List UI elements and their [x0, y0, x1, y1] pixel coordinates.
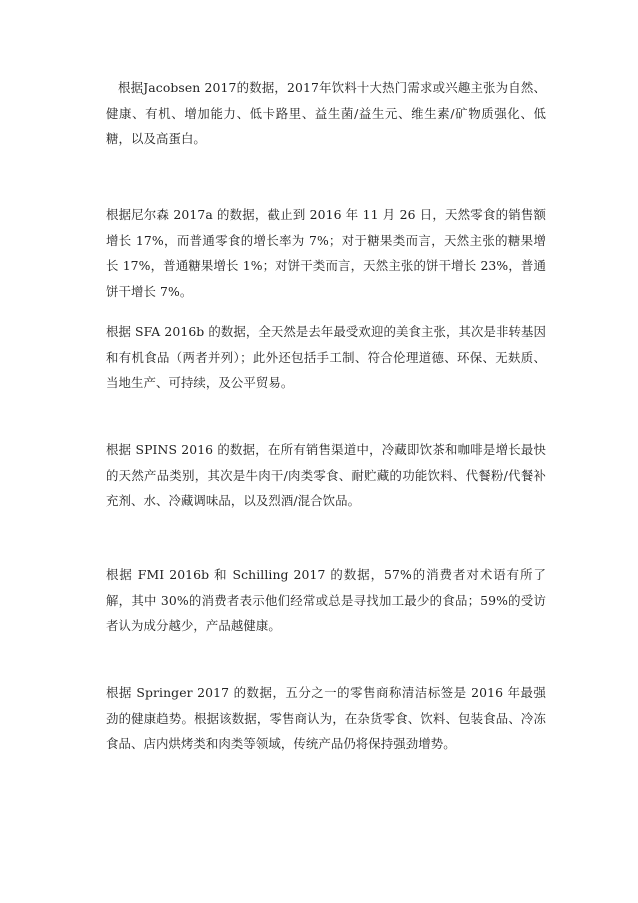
paragraph-spins: 根据 SPINS 2016 的数据，在所有销售渠道中，冷藏即饮茶和咖啡是增长最快的天然产品类别，其次是牛肉干/肉类零食、耐贮藏的功能饮料、代餐粉/代餐补充剂、水、冷藏调味品，以及烈酒/混合饮品。 — [106, 442, 546, 508]
paragraph-springer: 根据 Springer 2017 的数据，五分之一的零售商称清洁标签是 2016 年最强劲的健康趋势。根据该数据，零售商认为，在杂货零食、饮料、包装食品、冷冻食品、店内烘烤类和肉类等领域，传统产品仍将保持强劲增势。 — [106, 685, 546, 751]
paragraph-nielsen: 根据尼尔森 2017a 的数据，截止到 2016 年 11 月 26 日，天然零食的销售额增长 17%，而普通零食的增长率为 7%；对于糖果类而言，天然主张的糖果增长 17%，普通糖果增长 1%；对饼干类而言，天然主张的饼干增长 23%，普通饼干增长 7%。 — [106, 207, 546, 299]
paragraph-fmi: 根据 FMI 2016b 和 Schilling 2017 的数据，57%的消费者对术语有所了解，其中 30%的消费者表示他们经常或总是寻找加工最少的食品；59%的受访者认为成分越少，产品越健康。 — [106, 567, 546, 633]
paragraph-sfa: 根据 SFA 2016b 的数据，全天然是去年最受欢迎的美食主张，其次是非转基因和有机食品（两者并列）；此外还包括手工制、符合伦理道德、环保、无麸质、当地生产、可持续，及公平贸易。 — [106, 324, 546, 390]
paragraph-jacobsen: 根据Jacobsen 2017的数据，2017年饮料十大热门需求或兴趣主张为自然、健康、有机、增加能力、低卡路里、益生菌/益生元、维生素/矿物质强化、低糖，以及高蛋白。 — [106, 80, 546, 146]
